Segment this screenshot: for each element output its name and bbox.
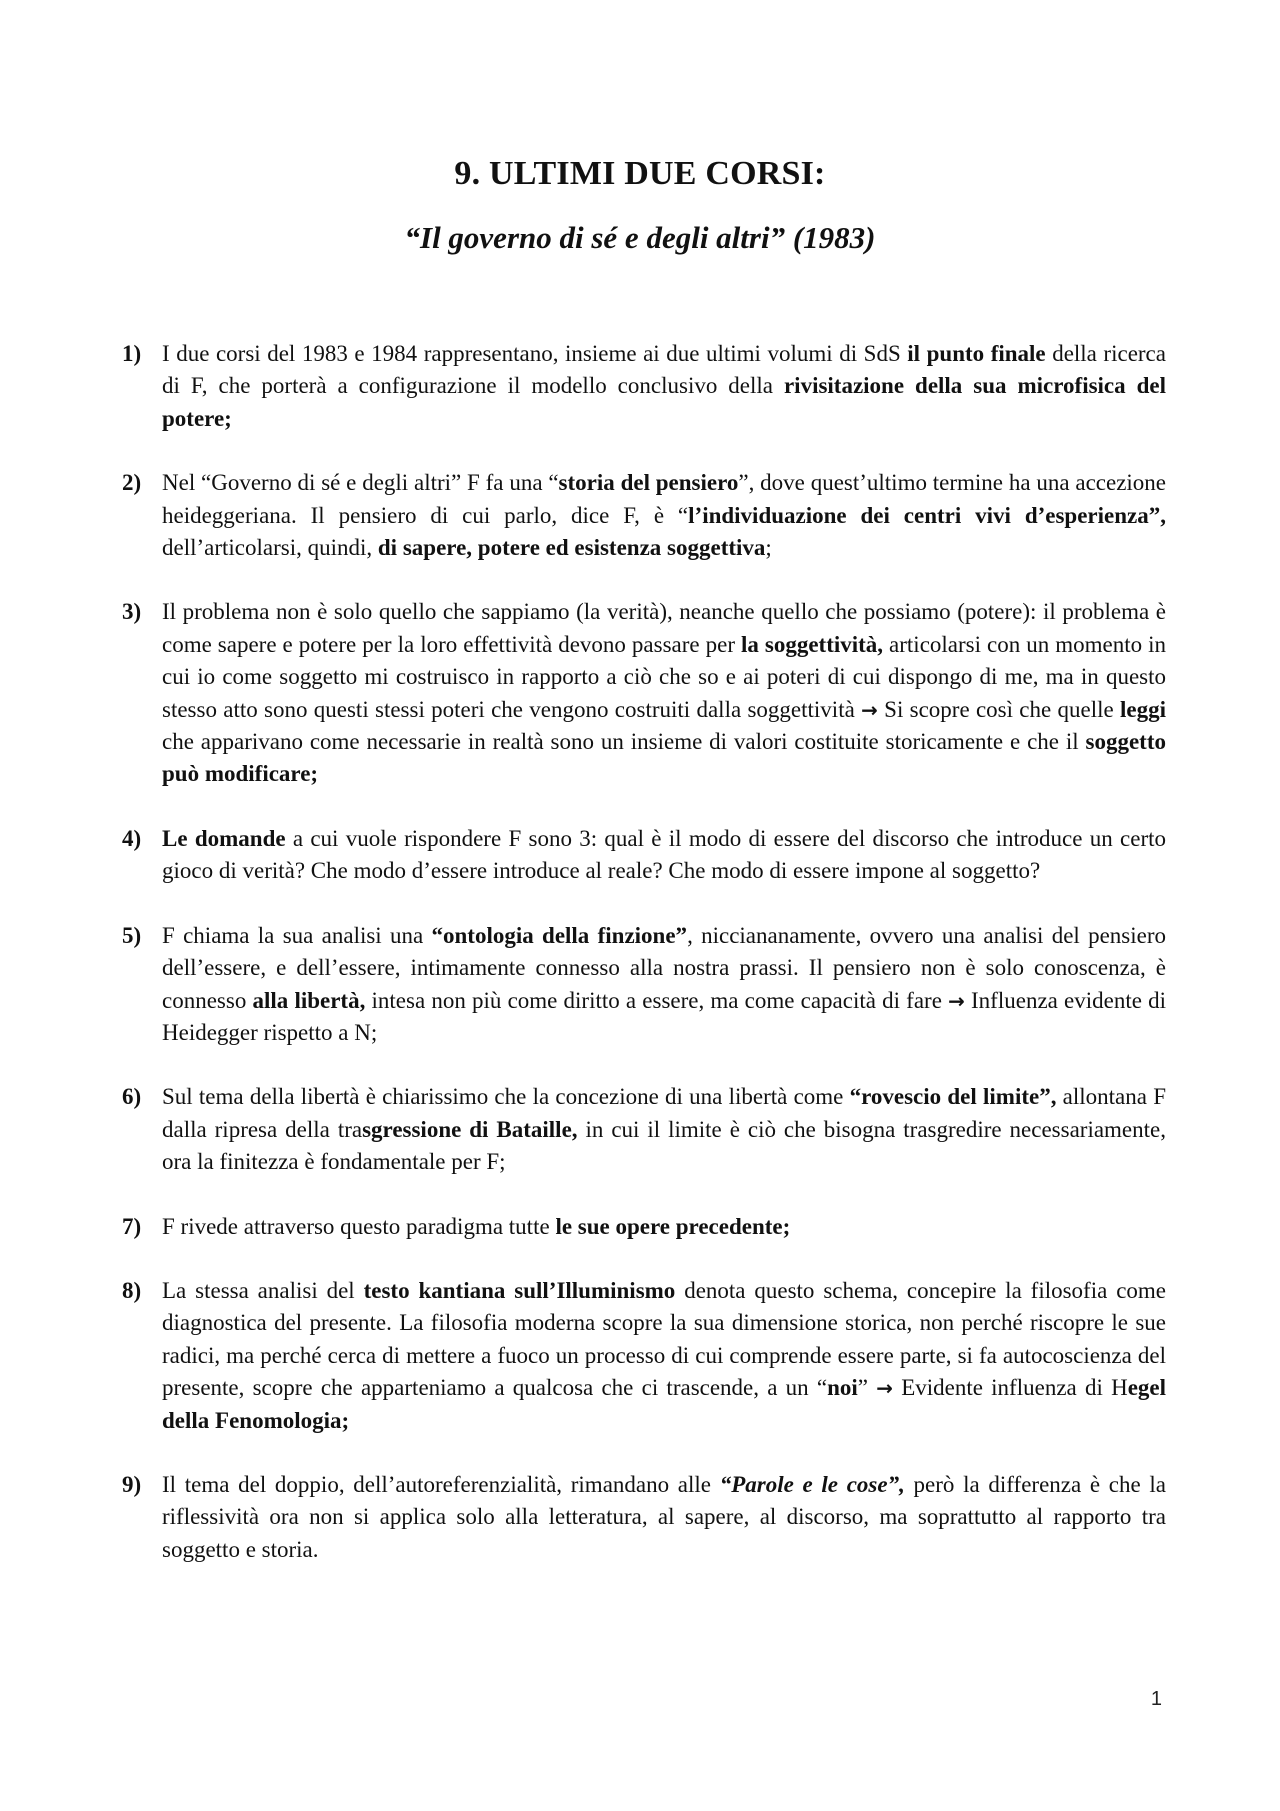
item-text: ”, dove quest’ultimo termine ha una accezione heideggeriana. Il pensiero di cui parlo, dice F, è “ <box>162 470 1166 528</box>
arrow-right-icon: → <box>861 697 878 722</box>
item-bold-text: testo kantiana sull’Illuminismo <box>363 1277 676 1303</box>
item-text: che apparivano come necessarie in realtà sono un insieme di valori costituite storicamente e che il <box>162 729 1086 755</box>
item-bold-text: il punto finale <box>907 341 1046 366</box>
item-bold-text: “ontologia della finzione” <box>431 922 688 948</box>
numbered-list <box>122 338 1166 1598</box>
item-text: però la differenza è che la riflessività ora non si applica solo alla letteratura, al sapere, al discorso, ma soprattutto al rapporto tra soggetto e storia. <box>162 1471 1167 1562</box>
item-bold-text: sgressione di Bataille, <box>362 1116 578 1142</box>
item-text: Si scopre così che quelle <box>877 696 1121 722</box>
item-text: Evidente influenza di H <box>892 1375 1128 1401</box>
item-text: della ricerca di F, che porterà a configurazione il modello conclusivo della <box>162 341 1166 399</box>
item-number: 3) <box>122 599 142 625</box>
list-item-5 <box>122 920 1166 1050</box>
list-item-1 <box>122 338 1166 435</box>
item-text: articolarsi con un momento in cui io come soggetto mi costruisco in rapporto a ciò che so e ai poteri di cui dispongo di me, ma in questo stesso atto sono questi stessi poteri che vengono costruiti dalla soggettività <box>162 631 1166 722</box>
item-text: I due corsi del 1983 e 1984 rappresentano, insieme ai due ultimi volumi di SdS <box>162 341 908 366</box>
item-bold-text: l’individuazione dei centri vivi d’esperienza”, <box>688 502 1166 528</box>
item-text: a cui vuole rispondere F sono 3: qual è il modo di essere del discorso che introduce un certo gioco di verità? Che modo d’essere introduce al reale? Che modo di essere impone al soggetto? <box>162 825 1166 884</box>
list-item-6 <box>122 1081 1166 1178</box>
item-text: dell’articolarsi, quindi, <box>162 535 378 561</box>
item-bold-text: egel della Fenomologia; <box>162 1375 1166 1433</box>
item-bold-text: soggetto può modificare; <box>162 729 1166 787</box>
list-item-9 <box>122 1469 1166 1566</box>
item-text: Il tema del doppio, dell’autoreferenzialità, rimandano alle <box>162 1471 720 1497</box>
list-item-8 <box>122 1275 1166 1437</box>
item-number: 9) <box>122 1471 142 1497</box>
list-item-3 <box>122 596 1166 790</box>
arrow-right-icon: → <box>948 988 965 1013</box>
item-bold-text: “rovescio del limite”, <box>849 1084 1057 1110</box>
item-number: 4) <box>122 825 142 851</box>
item-text: F rivede attraverso questo paradigma tutte <box>162 1213 556 1239</box>
item-bold-text: la soggettività, <box>740 631 884 657</box>
arrow-right-icon: → <box>876 1376 893 1401</box>
item-bold-text: di sapere, potere ed esistenza soggettiva <box>377 535 766 561</box>
list-item-7 <box>122 1211 1166 1243</box>
page-number: 1 <box>1150 1688 1162 1710</box>
item-text: Influenza evidente di Heidegger rispetto a N; <box>162 987 1166 1045</box>
item-text: Sul tema della libertà è chiarissimo che la concezione di una libertà come <box>162 1084 850 1110</box>
item-bold-italic-text: “Parole e le cose”, <box>719 1471 905 1497</box>
item-text: , nicciananamente, ovvero una analisi del pensiero dell’essere, e dell’essere, intimamente connesso alla nostra prassi. Il pensiero non è solo conoscenza, è connesso <box>162 922 1167 1013</box>
item-number: 2) <box>122 470 142 496</box>
item-text: allontana F dalla ripresa della tra <box>162 1084 1166 1142</box>
item-text: denota questo schema, concepire la filosofia come diagnostica del presente. La filosofia moderna scopre la sua dimensione storica, non perché riscopre le sue radici, ma perché cerca di mettere a fuoco un processo di cui comprende essere parte, si fa autocoscienza del presente, scopre che apparteniamo a qualcosa che ci trascende, a un “ <box>162 1277 1166 1401</box>
item-number: 5) <box>122 922 142 948</box>
item-bold-text: storia del pensiero <box>558 470 739 496</box>
item-text: intesa non più come diritto a essere, ma come capacità di fare <box>365 987 949 1013</box>
item-number: 1) <box>122 341 142 366</box>
item-bold-text: rivisitazione della sua microfisica del potere; <box>162 373 1166 431</box>
item-number: 8) <box>122 1277 142 1303</box>
item-text: ; <box>765 535 772 561</box>
item-bold-text: Le domande <box>162 825 286 851</box>
page-subtitle: “Il governo di sé e degli altri” (1983) <box>404 220 876 255</box>
item-bold-text: alla libertà, <box>252 987 366 1013</box>
item-text: F chiama la sua analisi una <box>162 922 432 948</box>
item-bold-text: le sue opere precedente; <box>555 1213 791 1239</box>
item-bold-text: noi <box>827 1375 858 1401</box>
item-text: Il problema non è solo quello che sappiamo (la verità), neanche quello che possiamo (potere): il problema è come sapere e potere per la loro effettività devono passare per <box>162 599 1166 657</box>
item-bold-text: leggi <box>1120 696 1167 722</box>
item-text: ” <box>857 1375 877 1401</box>
item-text: Nel “Governo di sé e degli altri” F fa una “ <box>162 470 559 496</box>
page-title: 9. ULTIMI DUE CORSI: <box>454 155 826 192</box>
list-item-2 <box>122 467 1166 564</box>
item-number: 7) <box>122 1213 142 1239</box>
item-text: in cui il limite è ciò che bisogna trasgredire necessariamente, ora la finitezza è fondamentale per F; <box>162 1116 1166 1175</box>
item-number: 6) <box>122 1084 142 1110</box>
list-item-4 <box>122 823 1166 888</box>
item-text: La stessa analisi del <box>162 1277 364 1303</box>
